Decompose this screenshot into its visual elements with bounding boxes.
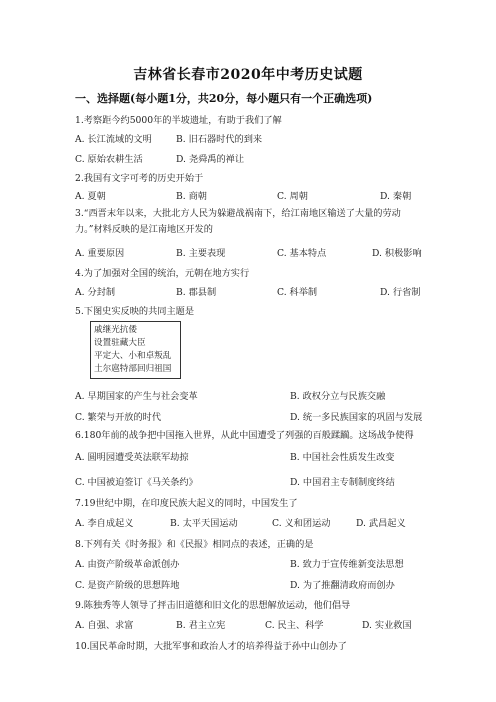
question-7-stem: 7.19世纪中期，在印度民族大起义的同时，中国发生了 <box>75 498 298 509</box>
question-3-option-b[interactable]: B. 主要表现 <box>176 248 226 259</box>
question-8-option-b[interactable]: B. 致力于宣传维新变法思想 <box>290 559 404 570</box>
question-2-option-d[interactable]: D. 秦朝 <box>380 191 412 202</box>
question-6-option-a[interactable]: A. 圆明园遭受英法联军劫掠 <box>75 452 189 463</box>
question-2-option-b[interactable]: B. 商朝 <box>176 191 207 202</box>
event-item: 平定大、小和卓叛乱 <box>94 351 172 361</box>
question-6-option-c[interactable]: C. 中国被迫签订《马关条约》 <box>75 477 198 488</box>
question-2-option-c[interactable]: C. 周朝 <box>277 191 308 202</box>
page-title: 吉林省长春市2020年中考历史试题 <box>133 67 363 83</box>
question-1-option-c[interactable]: C. 原始农耕生活 <box>75 154 143 165</box>
question-4-option-c[interactable]: C. 科举制 <box>277 287 318 298</box>
event-item: 土尔扈特部回归祖国 <box>94 364 172 374</box>
question-7-option-a[interactable]: A. 李自成起义 <box>75 518 134 529</box>
section-heading: 一、选择题(每小题1分，共20分，每小题只有一个正确选项) <box>75 92 373 105</box>
question-5-option-a[interactable]: A. 早期国家的产生与社会变革 <box>75 391 198 402</box>
question-1-option-b[interactable]: B. 旧石器时代的到来 <box>176 134 263 145</box>
question-2-stem: 2.我国有文字可考的历史开始于 <box>75 173 204 184</box>
question-7-option-c[interactable]: C. 义和团运动 <box>272 518 331 529</box>
question-4-option-d[interactable]: D. 行省制 <box>380 287 421 298</box>
question-10-stem: 10.国民革命时期，大批军事和政治人才的培养得益于孙中山创办了 <box>75 641 347 652</box>
question-6-option-d[interactable]: D. 中国君主专制制度终结 <box>290 477 395 488</box>
question-8-option-c[interactable]: C. 是资产阶级的思想阵地 <box>75 580 180 591</box>
question-8-option-a[interactable]: A. 由资产阶级革命派创办 <box>75 559 180 570</box>
question-5-option-b[interactable]: B. 政权分立与民族交融 <box>290 391 386 402</box>
question-9-option-d[interactable]: D. 实业救国 <box>362 620 412 631</box>
question-1-option-a[interactable]: A. 长江流域的文明 <box>75 134 152 145</box>
question-2-option-a[interactable]: A. 夏朝 <box>75 191 106 202</box>
question-9-stem: 9.陈独秀等人领导了抨击旧道德和旧文化的思想解放运动，他们倡导 <box>75 600 351 611</box>
question-9-option-a[interactable]: A. 自强、求富 <box>75 620 134 631</box>
question-6-option-b[interactable]: B. 中国社会性质发生改变 <box>290 452 395 463</box>
event-item: 戚继光抗倭 <box>94 325 137 335</box>
question-8-stem: 8.下列有关《时务报》和《民报》相同点的表述，正确的是 <box>75 539 314 550</box>
question-1-stem: 1.考察距今约5000年的半坡遗址，有助于我们了解 <box>75 115 282 126</box>
historical-events-box <box>90 321 181 379</box>
question-9-option-b[interactable]: B. 君主立宪 <box>176 620 226 631</box>
question-8-option-d[interactable]: D. 为了推翻清政府而创办 <box>290 580 395 591</box>
question-3-option-d[interactable]: D. 积极影响 <box>372 248 422 259</box>
event-item: 设置驻藏大臣 <box>94 338 146 348</box>
question-4-stem: 4.为了加强对全国的统治，元朝在地方实行 <box>75 268 250 279</box>
question-9-option-c[interactable]: C. 民主、科学 <box>265 620 324 631</box>
question-7-option-b[interactable]: B. 太平天国运动 <box>170 518 238 529</box>
question-3-option-c[interactable]: C. 基本特点 <box>277 248 327 259</box>
question-4-option-b[interactable]: B. 郡县制 <box>176 287 217 298</box>
question-5-option-d[interactable]: D. 统一多民族国家的巩固与发展 <box>290 412 423 423</box>
question-3-option-a[interactable]: A. 重要原因 <box>75 248 125 259</box>
question-3-stem: 3.“西晋末年以来，大批北方人民为躲避战祸南下，给江南地区输送了大量的劳动力。”材料反映的是江南地区开发的 <box>75 208 401 235</box>
question-6-stem: 6.180年前的战争把中国拖入世界，从此中国遭受了列强的百般蹂躏。这场战争使得 <box>75 430 414 441</box>
question-4-option-a[interactable]: A. 分封制 <box>75 287 116 298</box>
question-5-stem: 5.下图史实反映的共同主题是 <box>75 306 195 317</box>
question-7-option-d[interactable]: D. 武昌起义 <box>356 518 406 529</box>
question-1-option-d[interactable]: D. 尧舜禹的禅让 <box>176 154 245 165</box>
question-5-option-c[interactable]: C. 繁荣与开放的时代 <box>75 412 162 423</box>
